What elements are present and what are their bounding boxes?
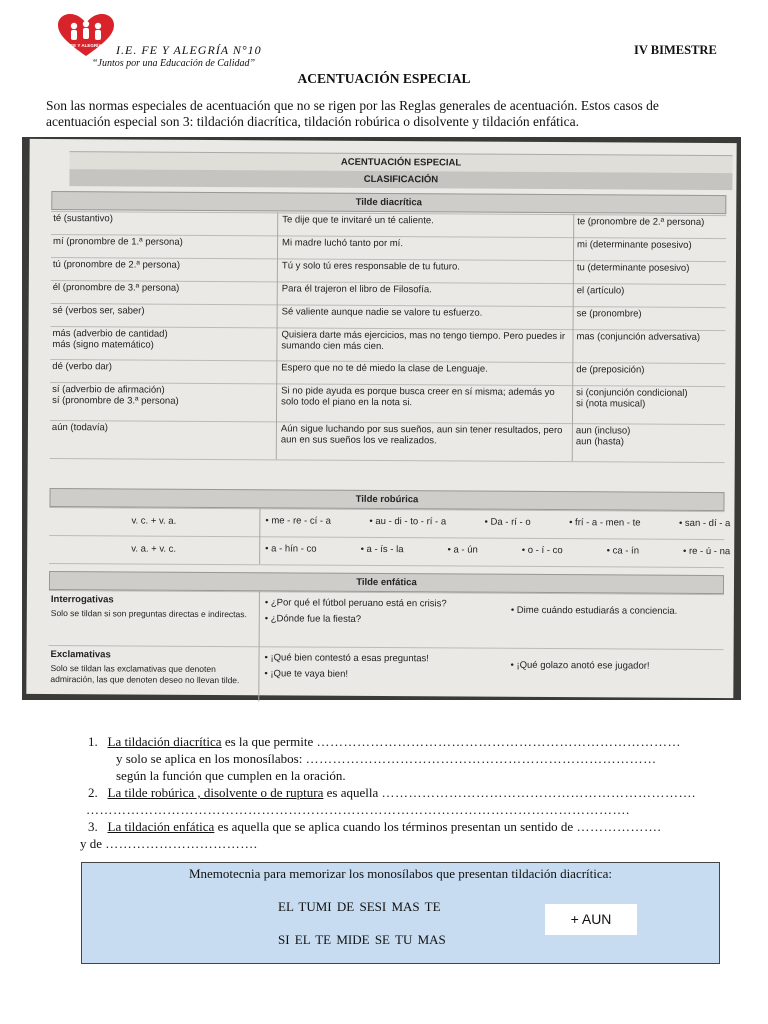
- question-2: [88, 784, 728, 801]
- roburica-word: • san - dí - a: [678, 517, 731, 530]
- question-3-line2: [80, 835, 728, 852]
- diacritica-example-cell: Quisiera darte más ejercicios, mas no tengo tiempo. Pero puedes ir sumando cien más cien.: [281, 329, 566, 353]
- roburica-word: • re - ú - na: [682, 545, 731, 558]
- page-title: ACENTUACIÓN ESPECIAL: [297, 71, 471, 86]
- diacritica-example-cell: Sé valiente aunque nadie se valore tu esfuerzo.: [281, 306, 483, 319]
- diacritica-left-cell: té (sustantivo): [53, 212, 113, 225]
- question-1-line3: según la función que cumplen en la oración.: [116, 768, 346, 783]
- classification-table-photo: [22, 137, 741, 700]
- enfatica-example: • ¿Dónde fue la fiesta?: [264, 613, 362, 625]
- diacritica-left-cell: aún (todavía): [51, 421, 108, 434]
- school-name: I.E. FE Y ALEGRÍA N°10: [116, 43, 262, 57]
- diacritica-heading: Tilde diacrítica: [51, 191, 726, 214]
- diacritica-left-cell: tú (pronombre de 2.ª persona): [52, 258, 181, 271]
- question-3: [88, 818, 728, 835]
- diacritica-right-cell: te (pronombre de 2.ª persona): [577, 216, 705, 228]
- roburica-row-divider: [49, 535, 724, 540]
- enfatica-example: • Dime cuándo estudiarás a conciencia.: [510, 604, 678, 617]
- roburica-word: • frí - a - men - te: [569, 517, 641, 529]
- enfatica-heading: Tilde enfática: [49, 571, 724, 594]
- question-2-text: es aquella: [323, 785, 382, 800]
- diacritica-right-cell: de (preposición): [576, 364, 645, 376]
- enfatica-desc: Solo se tildan las exclamativas que denoten admiración, las que denoten deseo no llevan tilde.: [50, 662, 240, 686]
- intro-paragraph: Son las normas especiales de acentuación que no se rigen por las Reglas generales de acentuación. Estos casos de acentuación especial son 3: tildación diacrítica, tildación robúrica o disolvente y tildación enfática.: [46, 98, 659, 129]
- diacritica-left-cell: sí (adverbio de afirmación) sí (pronombre de 3.ª persona): [52, 383, 179, 407]
- mnemonic-heading: Mnemotecnia para memorizar los monosílabos que presentan tildación diacrítica:: [188, 866, 613, 881]
- question-2-term: La tilde robúrica , disolvente o de ruptura: [107, 785, 324, 800]
- diacritica-right-cell: se (pronombre): [576, 308, 642, 320]
- school-motto: “Juntos por una Educación de Calidad”: [92, 58, 256, 69]
- roburica-word: • Da - rí - o: [484, 516, 531, 528]
- question-1-blank[interactable]: ………………………………………………………………………: [316, 734, 681, 749]
- diacritica-right-cell: si (conjunción condicional) si (nota musical): [576, 387, 688, 410]
- enfatica-example: • ¡Que te vaya bien!: [264, 668, 349, 680]
- question-1-line2-text: y solo se aplica en los monosílabos:: [116, 751, 306, 766]
- table-subtitle: CLASIFICACIÓN: [69, 169, 732, 190]
- diacritica-left-cell: mí (pronombre de 1.ª persona): [53, 235, 183, 248]
- questions: [80, 733, 728, 852]
- mnemonic-aun-box: + AUN: [545, 904, 637, 935]
- enfatica-title: Interrogativas: [50, 593, 114, 606]
- roburica-word: • a - ís - la: [360, 543, 404, 556]
- enfatica-example: • ¡Qué bien contestó a esas preguntas!: [264, 652, 429, 665]
- question-3-line2-prefix: y de: [80, 836, 106, 851]
- roburica-word: • ca - ín: [606, 545, 640, 557]
- diacritica-example-cell: Tú y solo tú eres responsable de tu futuro.: [281, 260, 460, 273]
- roburica-label: v. a. + v. c.: [131, 543, 177, 555]
- question-1-blank-2[interactable]: ……………………………………………………………………: [305, 751, 657, 766]
- roburica-words: [265, 515, 730, 529]
- question-1-line2: [88, 750, 728, 767]
- fe-y-alegria-logo: [56, 12, 116, 58]
- diacritica-right-cell: aun (incluso) aun (hasta): [575, 425, 631, 448]
- period-label: IV BIMESTRE: [634, 43, 717, 57]
- table-sheet: [26, 139, 736, 698]
- roburica-col-divider: [259, 508, 260, 564]
- question-1-term: La tildación diacrítica: [107, 734, 222, 749]
- question-3-text: es aquella que se aplica cuando los términos presentan un sentido de: [214, 819, 577, 834]
- mnemonic-line-2: SI EL TE MIDE SE TU MAS: [278, 932, 446, 947]
- diacritica-right-cell: mas (conjunción adversativa): [576, 331, 701, 343]
- diacritica-left-cell: él (pronombre de 3.ª persona): [52, 281, 180, 294]
- diacritica-right-cell: mi (determinante posesivo): [577, 239, 692, 251]
- diacritica-left-cell: sé (verbos ser, saber): [52, 304, 145, 317]
- mnemonic-box: [81, 862, 720, 964]
- diacritica-right-cell: tu (determinante posesivo): [576, 262, 690, 274]
- logo-text: FE Y ALEGRÍA: [70, 43, 102, 48]
- mnemonic-line-1: EL TUMI DE SESI MAS TE: [278, 899, 441, 914]
- enfatica-desc: Solo se tildan si son preguntas directas e indirectas.: [50, 607, 247, 620]
- question-2-blank-line[interactable]: ………………………………………………………………………………………………………….: [86, 802, 630, 817]
- question-1: [88, 733, 728, 750]
- diacritica-row-divider: [50, 458, 725, 463]
- diacritica-example-cell: Mi madre luchó tanto por mí.: [282, 237, 404, 250]
- question-3-number: 3.: [88, 819, 98, 834]
- diacritica-example-cell: Te dije que te invitaré un té caliente.: [282, 214, 434, 227]
- diacritica-example-cell: Si no pide ayuda es porque busca creer en sí misma; además yo solo todo el piano en la nota si.: [281, 385, 555, 409]
- diacritica-left-cell: más (adverbio de cantidad) más (signo matemático): [52, 327, 168, 351]
- diacritica-example-cell: Aún sigue luchando por sus sueños, aun sin tener resultados, pero aun en sus sueños los ve realizados.: [280, 423, 563, 447]
- roburica-words: [265, 543, 730, 557]
- question-2-number: 2.: [88, 785, 98, 800]
- roburica-word: • o - í - co: [521, 544, 563, 557]
- roburica-heading: Tilde robúrica: [49, 488, 724, 511]
- question-1-number: 1.: [88, 734, 98, 749]
- roburica-word: • a - ún: [447, 544, 478, 556]
- enfatica-example: • ¿Por qué el fútbol peruano está en crisis?: [264, 597, 447, 610]
- roburica-word: • a - hín - co: [265, 543, 317, 555]
- diacritica-example-cell: Para él trajeron el libro de Filosofía.: [281, 283, 432, 296]
- enfatica-example: • ¡Qué golazo anotó ese jugador!: [510, 659, 650, 672]
- question-1-text: es la que permite: [221, 734, 317, 749]
- roburica-label: v. c. + v. a.: [131, 515, 177, 527]
- enfatica-title: Exclamativas: [50, 648, 111, 661]
- table-title: ACENTUACIÓN ESPECIAL: [70, 151, 733, 173]
- diacritica-left-cell: dé (verbo dar): [52, 360, 113, 373]
- question-3-term: La tildación enfática: [107, 819, 215, 834]
- roburica-word: • au - di - to - rí - a: [369, 515, 447, 528]
- roburica-row-divider: [49, 563, 724, 568]
- question-3-blank-2[interactable]: …………………………….: [105, 836, 258, 851]
- question-3-blank[interactable]: ……………….: [576, 819, 662, 834]
- diacritica-example-cell: Espero que no te dé miedo la clase de Lenguaje.: [281, 362, 488, 375]
- question-2-blank[interactable]: …………………………………………………………….: [381, 785, 696, 800]
- roburica-word: • me - re - cí - a: [265, 515, 332, 527]
- diacritica-right-cell: el (artículo): [576, 285, 625, 297]
